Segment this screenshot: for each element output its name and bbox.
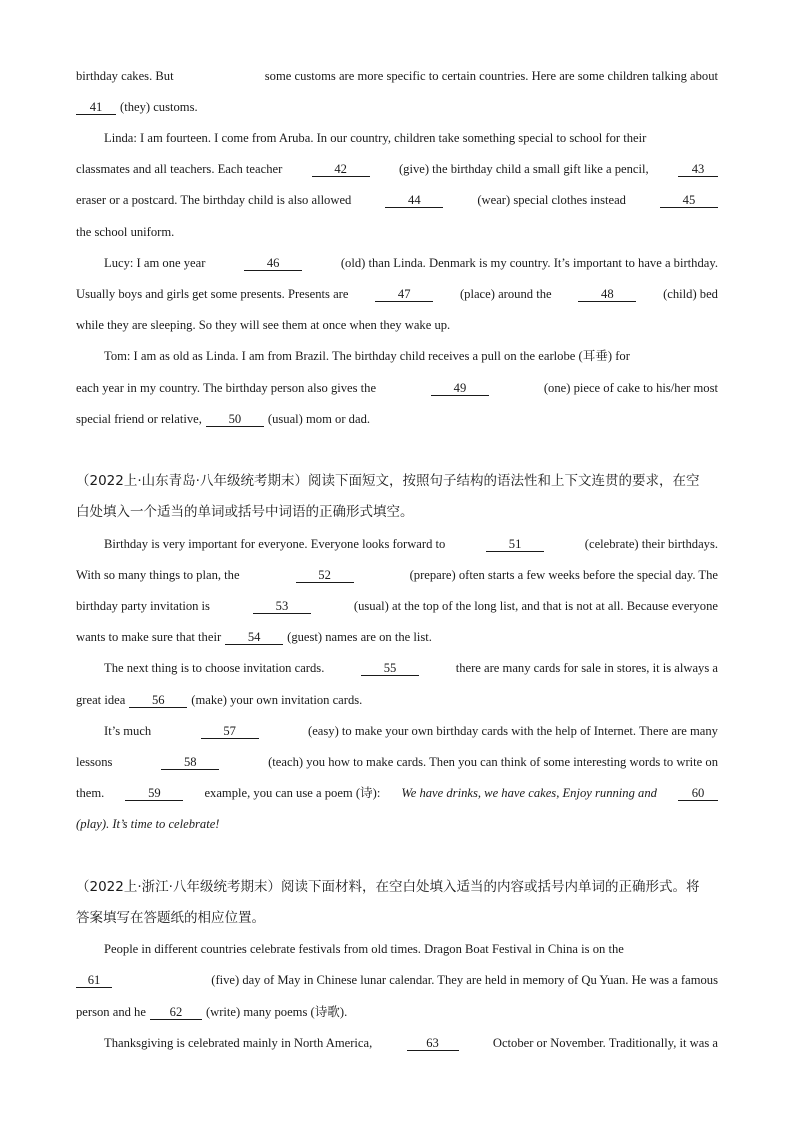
text-span: It’s much [104,724,152,738]
text-line [76,67,718,85]
text-span: (one) piece of cake to his/her most [543,381,718,395]
text-span: 答案填写在答题纸的相应位置。 [76,910,265,926]
text-line [104,347,718,365]
text-span: birthday party invitation is [76,599,210,613]
text-span: October or November. Traditionally, it was a [492,1036,718,1050]
text-span: (teach) you how to make cards. Then you can think of some interesting words to write on [268,755,718,769]
text-span: 白处填入一个适当的单词或括号中词语的正确形式填空。 [76,504,414,520]
text-span: Usually boys and girls get some presents. Presents are [76,287,349,301]
blank-41[interactable]: 41 [76,100,116,115]
blank-54[interactable]: 54 [225,630,283,645]
blank-43[interactable]: 43 [678,162,718,177]
text-span: (easy) to make your own birthday cards with the help of Internet. There are many [308,724,718,738]
blank-46[interactable]: 46 [244,256,302,271]
blank-53[interactable]: 53 [253,599,311,614]
text-span: Linda: I am fourteen. I come from Aruba. In our country, children take something special to school for their [104,131,647,145]
text-line [76,316,718,334]
text-line [76,223,718,241]
text-span: birthday cakes. But [76,69,174,83]
text-line [104,535,718,553]
text-span: Birthday is very important for everyone. Everyone looks forward to [104,537,446,551]
blank-45[interactable]: 45 [660,193,718,208]
text-line [76,566,718,584]
text-span: great idea [76,693,126,707]
text-span: (place) around the [459,287,552,301]
blank-49[interactable]: 49 [431,381,489,396]
text-span: wants to make sure that their [76,630,222,644]
text-span: Lucy: I am one year [104,256,206,270]
text-span: each year in my country. The birthday person also gives the [76,381,377,395]
section-heading [76,503,718,521]
text-span: there are many cards for sale in stores, it is always a [455,661,718,675]
text-span: Tom: I am as old as Linda. I am from Brazil. The birthday child receives a pull on the earlobe (耳垂) for [104,349,630,363]
poem-text: (play). It’s time to celebrate! [76,817,220,831]
blank-57[interactable]: 57 [201,724,259,739]
text-span: the school uniform. [76,225,175,239]
text-span: person and he [76,1005,146,1019]
text-line [76,285,718,303]
text-line [76,191,718,209]
blank-61[interactable]: 61 [76,973,112,988]
text-span: (child) bed [663,287,718,301]
text-line [76,815,718,833]
blank-56[interactable]: 56 [129,693,187,708]
text-line [76,1003,718,1021]
text-span: (guest) names are on the list. [287,630,432,644]
text-line [76,691,718,709]
text-line [104,1034,718,1052]
text-line [104,129,718,147]
text-line [76,410,718,428]
text-span: (five) day of May in Chinese lunar calendar. They are held in memory of Qu Yuan. He was a famous [211,973,718,987]
text-line [76,784,718,802]
text-span: eraser or a postcard. The birthday child is also allowed [76,193,352,207]
text-span: (old) than Linda. Denmark is my country. It’s important to have a birthday. [340,256,718,270]
text-line [104,940,718,958]
blank-59[interactable]: 59 [125,786,183,801]
text-span: With so many things to plan, the [76,568,240,582]
text-span: (prepare) often starts a few weeks before the special day. The [409,568,718,582]
text-line [76,597,718,615]
blank-51[interactable]: 51 [486,537,544,552]
section-heading [76,909,718,927]
text-line [76,753,718,771]
text-line [76,379,718,397]
text-span: lessons [76,755,113,769]
text-span: （2022上·浙江·八年级统考期末）阅读下面材料，在空白处填入适当的内容或括号内单词的正确形式。将 [76,879,700,895]
text-span: (give) the birthday child a small gift like a pencil, [398,162,649,176]
text-span: (usual) mom or dad. [267,412,371,426]
text-line [76,98,718,116]
section-heading [76,878,718,896]
text-span: example, you can use a poem (诗): [204,786,381,800]
blank-50[interactable]: 50 [206,412,264,427]
text-span: them. [76,786,105,800]
blank-48[interactable]: 48 [578,287,636,302]
text-span: (make) your own invitation cards. [191,693,363,707]
poem-text: We have drinks, we have cakes, Enjoy running and [401,786,657,800]
text-span: (they) customs. [120,100,198,114]
text-span: some customs are more specific to certain countries. Here are some children talking about [264,69,718,83]
blank-42[interactable]: 42 [312,162,370,177]
text-line [104,254,718,272]
blank-63[interactable]: 63 [407,1036,459,1051]
text-span: Thanksgiving is celebrated mainly in North America, [104,1036,373,1050]
text-line [76,160,718,178]
blank-60[interactable]: 60 [678,786,718,801]
text-line [104,722,718,740]
blank-44[interactable]: 44 [385,193,443,208]
text-span: The next thing is to choose invitation cards. [104,661,325,675]
blank-58[interactable]: 58 [161,755,219,770]
text-line [76,628,718,646]
blank-55[interactable]: 55 [361,661,419,676]
text-span: (usual) at the top of the long list, and that is not at all. Because everyone [353,599,718,613]
section-heading [76,472,718,490]
text-line [104,659,718,677]
text-span: special friend or relative, [76,412,202,426]
text-span: People in different countries celebrate festivals from old times. Dragon Boat Festival in China is on the [104,942,624,956]
text-span: while they are sleeping. So they will see them at once when they wake up. [76,318,451,332]
blank-52[interactable]: 52 [296,568,354,583]
blank-47[interactable]: 47 [375,287,433,302]
text-span: (wear) special clothes instead [477,193,626,207]
text-span: (celebrate) their birthdays. [584,537,718,551]
blank-62[interactable]: 62 [150,1005,202,1020]
text-span: classmates and all teachers. Each teacher [76,162,283,176]
text-line [76,971,718,989]
text-span: (write) many poems (诗歌). [205,1005,348,1019]
text-span: （2022上·山东青岛·八年级统考期末）阅读下面短文，按照句子结构的语法性和上下文连贯的要求，在空 [76,473,700,489]
